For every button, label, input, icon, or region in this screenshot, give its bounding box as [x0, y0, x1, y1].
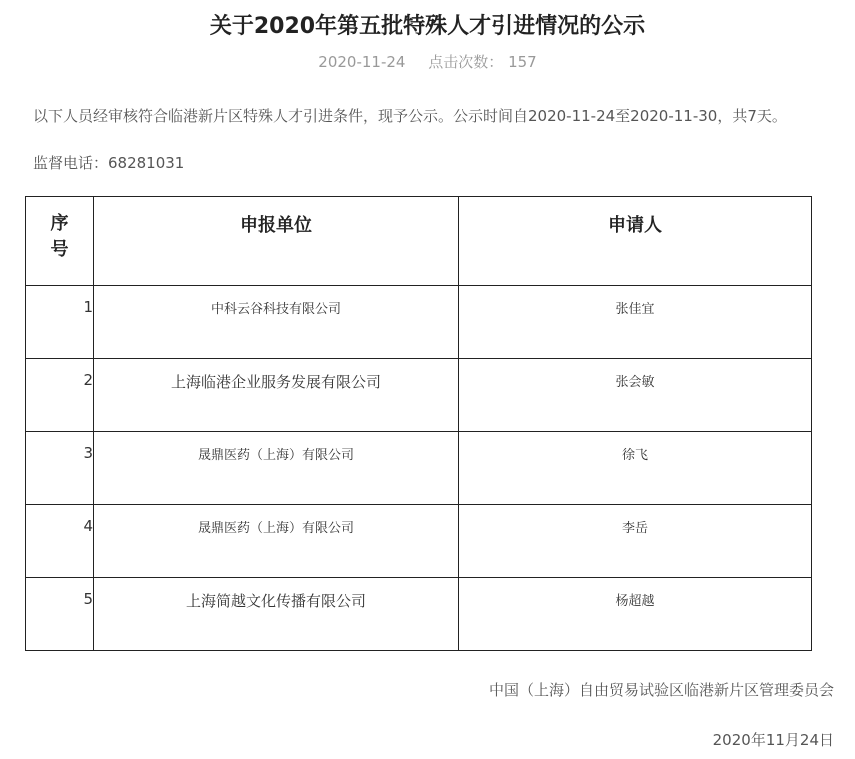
row-seq: 1 [26, 286, 94, 359]
row-unit: 晟鼎医药（上海）有限公司 [94, 432, 459, 505]
row-applicant: 张会敏 [459, 359, 812, 432]
row-unit: 中科云谷科技有限公司 [94, 286, 459, 359]
header-unit: 申报单位 [94, 197, 459, 286]
header-seq [26, 197, 94, 286]
issuer-name: 中国（上海）自由贸易试验区临港新片区管理委员会 [488, 681, 834, 699]
row-unit: 上海临港企业服务发展有限公司 [94, 359, 459, 432]
table-row [26, 432, 812, 505]
supervision-phone: 监督电话：68281031 [33, 154, 185, 172]
row-applicant: 杨超越 [459, 578, 812, 651]
table-row [26, 359, 812, 432]
header-seq-line1: 序 [50, 213, 69, 234]
views-count: 157 [508, 53, 537, 71]
row-seq: 5 [26, 578, 94, 651]
sign-date: 2020年11月24日 [712, 731, 834, 749]
row-seq: 2 [26, 359, 94, 432]
intro-paragraph: 以下人员经审核符合临港新片区特殊人才引进条件，现予公示。公示时间自2020-11-24至2020-11-30，共7天。 [33, 107, 787, 125]
row-unit: 晟鼎医药（上海）有限公司 [94, 505, 459, 578]
article-meta [0, 52, 855, 72]
header-seq-line2: 号 [50, 239, 69, 260]
page-title: 关于2020年第五批特殊人才引进情况的公示 [209, 14, 646, 39]
header-applicant: 申请人 [459, 197, 812, 286]
row-seq: 4 [26, 505, 94, 578]
row-applicant: 徐飞 [459, 432, 812, 505]
table-header-row [26, 197, 812, 286]
views-label: 点击次数： [428, 53, 504, 71]
row-unit: 上海简越文化传播有限公司 [94, 578, 459, 651]
talent-table [25, 196, 812, 651]
row-seq: 3 [26, 432, 94, 505]
table-row [26, 505, 812, 578]
publish-date: 2020-11-24 [318, 53, 406, 71]
table-row [26, 286, 812, 359]
table-row [26, 578, 812, 651]
row-applicant: 李岳 [459, 505, 812, 578]
row-applicant: 张佳宜 [459, 286, 812, 359]
